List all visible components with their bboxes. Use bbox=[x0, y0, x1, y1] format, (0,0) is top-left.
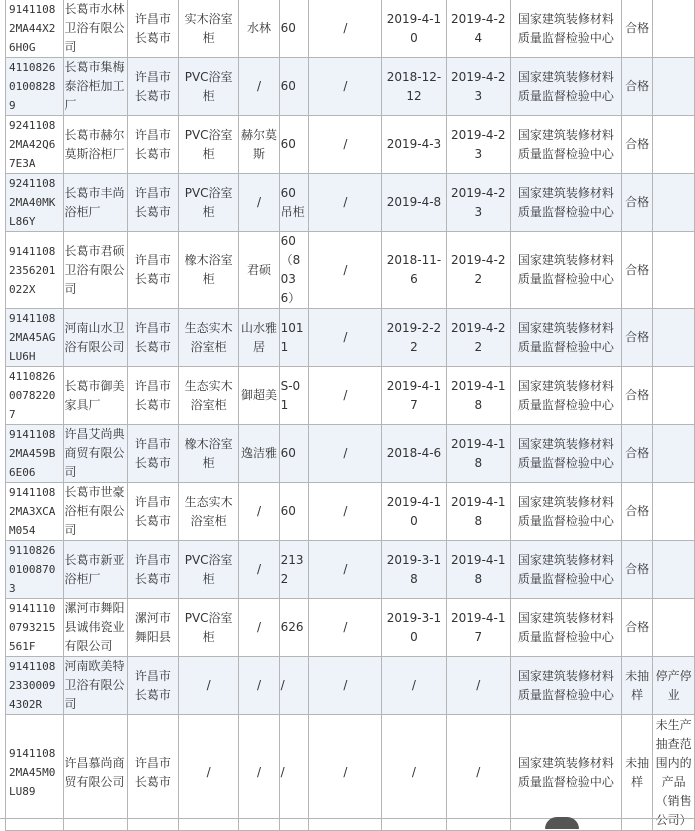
cell-code: 91411082MA3XCAM054 bbox=[6, 483, 64, 541]
cell-sample-date: 2019-4-18 bbox=[446, 483, 510, 541]
cell-remark bbox=[653, 425, 695, 483]
cell-product: 生态实木浴室柜 bbox=[178, 483, 239, 541]
cell-model: S-01 bbox=[279, 367, 309, 425]
cell-brand: / bbox=[239, 58, 279, 116]
cell-lab: 国家建筑装修材料质量监督检验中心 bbox=[510, 309, 621, 367]
cell-date-code: / bbox=[309, 58, 382, 116]
cell-company: 长葛市集梅泰浴柜加工厂 bbox=[63, 58, 127, 116]
cell-code: 91411082MA44X26H0G bbox=[6, 0, 64, 58]
cell-lab: 国家建筑装修材料质量监督检验中心 bbox=[510, 174, 621, 232]
cell-company: 河南欧美特卫浴有限公司 bbox=[63, 657, 127, 715]
cell-company: 长葛市君硕卫浴有限公司 bbox=[63, 232, 127, 309]
cell-produced-date: 2019-4-10 bbox=[382, 0, 446, 58]
cell-produced-date: 2019-4-3 bbox=[382, 116, 446, 174]
cell-date-code: / bbox=[309, 541, 382, 599]
cell-lab: 国家建筑装修材料质量监督检验中心 bbox=[510, 483, 621, 541]
table-row bbox=[6, 483, 695, 541]
cell-brand: 御超美 bbox=[239, 367, 279, 425]
cell-lab: 国家建筑装修材料质量监督检验中心 bbox=[510, 715, 621, 831]
cell-company: 长葛市世豪浴柜有限公司 bbox=[63, 483, 127, 541]
cell-code: 411082601008289 bbox=[6, 58, 64, 116]
cell-location: 许昌市长葛市 bbox=[127, 367, 178, 425]
cell-produced-date: 2019-2-22 bbox=[382, 309, 446, 367]
cell-location: 许昌市长葛市 bbox=[127, 715, 178, 831]
cell-company: 许昌艾尚典商贸有限公司 bbox=[63, 425, 127, 483]
cell-company: 长葛市水林卫浴有限公司 bbox=[63, 0, 127, 58]
cell-remark bbox=[653, 0, 695, 58]
cell-location: 许昌市长葛市 bbox=[127, 483, 178, 541]
cell-brand: / bbox=[239, 541, 279, 599]
cell-produced-date: 2019-4-17 bbox=[382, 367, 446, 425]
cell-date-code: / bbox=[309, 367, 382, 425]
cell-location: 漯河市舞阳县 bbox=[127, 599, 178, 657]
cell-product: 生态实木浴室柜 bbox=[178, 309, 239, 367]
cell-produced-date: 2019-3-18 bbox=[382, 541, 446, 599]
cell-remark: 停产停业 bbox=[653, 657, 695, 715]
table-row bbox=[6, 425, 695, 483]
cell-product: PVC浴室柜 bbox=[178, 116, 239, 174]
cell-location: 许昌市长葛市 bbox=[127, 425, 178, 483]
cell-sample-date: 2019-4-23 bbox=[446, 116, 510, 174]
table-row bbox=[6, 174, 695, 232]
cell-model: 60 bbox=[279, 0, 309, 58]
cell-company: 长葛市御美家具厂 bbox=[63, 367, 127, 425]
cell-brand: 赫尔莫斯 bbox=[239, 116, 279, 174]
cell-remark bbox=[653, 367, 695, 425]
cell-product: PVC浴室柜 bbox=[178, 541, 239, 599]
cell-lab: 国家建筑装修材料质量监督检验中心 bbox=[510, 0, 621, 58]
cell-result: 合格 bbox=[621, 116, 652, 174]
cell-company: 河南山水卫浴有限公司 bbox=[63, 309, 127, 367]
cell-product: / bbox=[178, 657, 239, 715]
cell-result: 合格 bbox=[621, 367, 652, 425]
cell-remark bbox=[653, 58, 695, 116]
cell-product: / bbox=[178, 715, 239, 831]
cell-model: 60 bbox=[279, 58, 309, 116]
cell-result: 合格 bbox=[621, 0, 652, 58]
cell-code: 92411082MA40MKL86Y bbox=[6, 174, 64, 232]
cell-lab: 国家建筑装修材料质量监督检验中心 bbox=[510, 367, 621, 425]
cell-location: 许昌市长葛市 bbox=[127, 232, 178, 309]
cell-model: / bbox=[279, 715, 309, 831]
cell-location: 许昌市长葛市 bbox=[127, 58, 178, 116]
cell-result: 合格 bbox=[621, 309, 652, 367]
cell-sample-date: 2019-4-23 bbox=[446, 58, 510, 116]
cell-remark bbox=[653, 309, 695, 367]
cell-remark: 未生产抽查范围内的产品（销售公司） bbox=[653, 715, 695, 831]
cell-date-code: / bbox=[309, 232, 382, 309]
table-row bbox=[6, 116, 695, 174]
cell-result: 合格 bbox=[621, 541, 652, 599]
cell-result: 合格 bbox=[621, 58, 652, 116]
table-continuation bbox=[0, 818, 695, 824]
table-row bbox=[6, 599, 695, 657]
cell-model: / bbox=[279, 657, 309, 715]
cell-company: 长葛市赫尔莫斯浴柜厂 bbox=[63, 116, 127, 174]
scroll-top-badge[interactable] bbox=[545, 817, 579, 829]
cell-result: 合格 bbox=[621, 483, 652, 541]
cell-code: 91411082356201022X bbox=[6, 232, 64, 309]
cell-location: 许昌市长葛市 bbox=[127, 0, 178, 58]
cell-brand: / bbox=[239, 657, 279, 715]
cell-produced-date: 2018-12-12 bbox=[382, 58, 446, 116]
cell-company: 长葛市丰尚浴柜厂 bbox=[63, 174, 127, 232]
cell-brand: / bbox=[239, 483, 279, 541]
cell-location: 许昌市长葛市 bbox=[127, 174, 178, 232]
cell-brand: / bbox=[239, 599, 279, 657]
cell-code: 911082601008703 bbox=[6, 541, 64, 599]
cell-result: 合格 bbox=[621, 174, 652, 232]
table-row bbox=[6, 58, 695, 116]
cell-sample-date: 2019-4-22 bbox=[446, 232, 510, 309]
cell-lab: 国家建筑装修材料质量监督检验中心 bbox=[510, 116, 621, 174]
table-row bbox=[6, 0, 695, 58]
cell-product: 橡木浴室柜 bbox=[178, 425, 239, 483]
cell-sample-date: 2019-4-18 bbox=[446, 425, 510, 483]
cell-brand: / bbox=[239, 174, 279, 232]
cell-brand: 君硕 bbox=[239, 232, 279, 309]
cell-sample-date: / bbox=[446, 657, 510, 715]
cell-date-code: / bbox=[309, 425, 382, 483]
cell-date-code: / bbox=[309, 599, 382, 657]
cell-produced-date: 2018-11-6 bbox=[382, 232, 446, 309]
cell-remark bbox=[653, 174, 695, 232]
cell-brand: 逸洁雅 bbox=[239, 425, 279, 483]
cell-remark bbox=[653, 232, 695, 309]
table-row bbox=[6, 657, 695, 715]
cell-produced-date: 2019-4-10 bbox=[382, 483, 446, 541]
cell-product: PVC浴室柜 bbox=[178, 58, 239, 116]
cell-brand: 水林 bbox=[239, 0, 279, 58]
cell-date-code: / bbox=[309, 715, 382, 831]
table-row bbox=[6, 541, 695, 599]
cell-date-code: / bbox=[309, 116, 382, 174]
cell-remark bbox=[653, 541, 695, 599]
cell-lab: 国家建筑装修材料质量监督检验中心 bbox=[510, 657, 621, 715]
cell-company: 长葛市新亚浴柜厂 bbox=[63, 541, 127, 599]
cell-model: 60 bbox=[279, 483, 309, 541]
table-body bbox=[6, 0, 695, 831]
cell-product: PVC浴室柜 bbox=[178, 599, 239, 657]
cell-company: 漯河市舞阳县诚伟瓷业有限公司 bbox=[63, 599, 127, 657]
cell-produced-date: 2019-4-8 bbox=[382, 174, 446, 232]
cell-model: 2132 bbox=[279, 541, 309, 599]
cell-date-code: / bbox=[309, 657, 382, 715]
cell-sample-date: / bbox=[446, 715, 510, 831]
cell-code: 91411100793215561F bbox=[6, 599, 64, 657]
cell-brand: 山水雅居 bbox=[239, 309, 279, 367]
cell-result: 未抽样 bbox=[621, 657, 652, 715]
cell-sample-date: 2019-4-23 bbox=[446, 174, 510, 232]
cell-model: 626 bbox=[279, 599, 309, 657]
cell-code: 91411082MA45M0LU89 bbox=[6, 715, 64, 831]
cell-lab: 国家建筑装修材料质量监督检验中心 bbox=[510, 541, 621, 599]
cell-location: 许昌市长葛市 bbox=[127, 657, 178, 715]
cell-product: 生态实木浴室柜 bbox=[178, 367, 239, 425]
cell-code: 411082600782207 bbox=[6, 367, 64, 425]
cell-sample-date: 2019-4-17 bbox=[446, 599, 510, 657]
cell-sample-date: 2019-4-22 bbox=[446, 309, 510, 367]
cell-code: 92411082MA42Q67E3A bbox=[6, 116, 64, 174]
cell-sample-date: 2019-4-24 bbox=[446, 0, 510, 58]
cell-date-code: / bbox=[309, 483, 382, 541]
cell-date-code: / bbox=[309, 0, 382, 58]
cell-model: 60 bbox=[279, 116, 309, 174]
cell-result: 合格 bbox=[621, 425, 652, 483]
cell-lab: 国家建筑装修材料质量监督检验中心 bbox=[510, 599, 621, 657]
cell-result: 合格 bbox=[621, 232, 652, 309]
cell-remark bbox=[653, 483, 695, 541]
cell-location: 许昌市长葛市 bbox=[127, 309, 178, 367]
cell-remark bbox=[653, 599, 695, 657]
cell-location: 许昌市长葛市 bbox=[127, 541, 178, 599]
cell-produced-date: 2019-3-10 bbox=[382, 599, 446, 657]
cell-model: 60吊柜 bbox=[279, 174, 309, 232]
cell-company: 许昌慕尚商贸有限公司 bbox=[63, 715, 127, 831]
cell-lab: 国家建筑装修材料质量监督检验中心 bbox=[510, 58, 621, 116]
table-row bbox=[6, 232, 695, 309]
cell-lab: 国家建筑装修材料质量监督检验中心 bbox=[510, 425, 621, 483]
cell-remark bbox=[653, 116, 695, 174]
table-row bbox=[6, 715, 695, 831]
cell-code: 914110823300094302R bbox=[6, 657, 64, 715]
cell-produced-date: / bbox=[382, 715, 446, 831]
inspection-table bbox=[5, 0, 695, 831]
cell-model: 1011 bbox=[279, 309, 309, 367]
cell-product: 橡木浴室柜 bbox=[178, 232, 239, 309]
cell-product: PVC浴室柜 bbox=[178, 174, 239, 232]
cell-date-code: / bbox=[309, 174, 382, 232]
cell-model: 60（8036） bbox=[279, 232, 309, 309]
table-row bbox=[6, 367, 695, 425]
cell-sample-date: 2019-4-18 bbox=[446, 541, 510, 599]
cell-date-code: / bbox=[309, 309, 382, 367]
cell-model: 60 bbox=[279, 425, 309, 483]
cell-produced-date: 2018-4-6 bbox=[382, 425, 446, 483]
cell-location: 许昌市长葛市 bbox=[127, 116, 178, 174]
table-row bbox=[6, 309, 695, 367]
cell-produced-date: / bbox=[382, 657, 446, 715]
cell-product: 实木浴室柜 bbox=[178, 0, 239, 58]
cell-lab: 国家建筑装修材料质量监督检验中心 bbox=[510, 232, 621, 309]
cell-result: 未抽样 bbox=[621, 715, 652, 831]
cell-result: 合格 bbox=[621, 599, 652, 657]
cell-sample-date: 2019-4-18 bbox=[446, 367, 510, 425]
cell-code: 91411082MA459B6E06 bbox=[6, 425, 64, 483]
cell-brand: / bbox=[239, 715, 279, 831]
cell-code: 91411082MA45AGLU6H bbox=[6, 309, 64, 367]
